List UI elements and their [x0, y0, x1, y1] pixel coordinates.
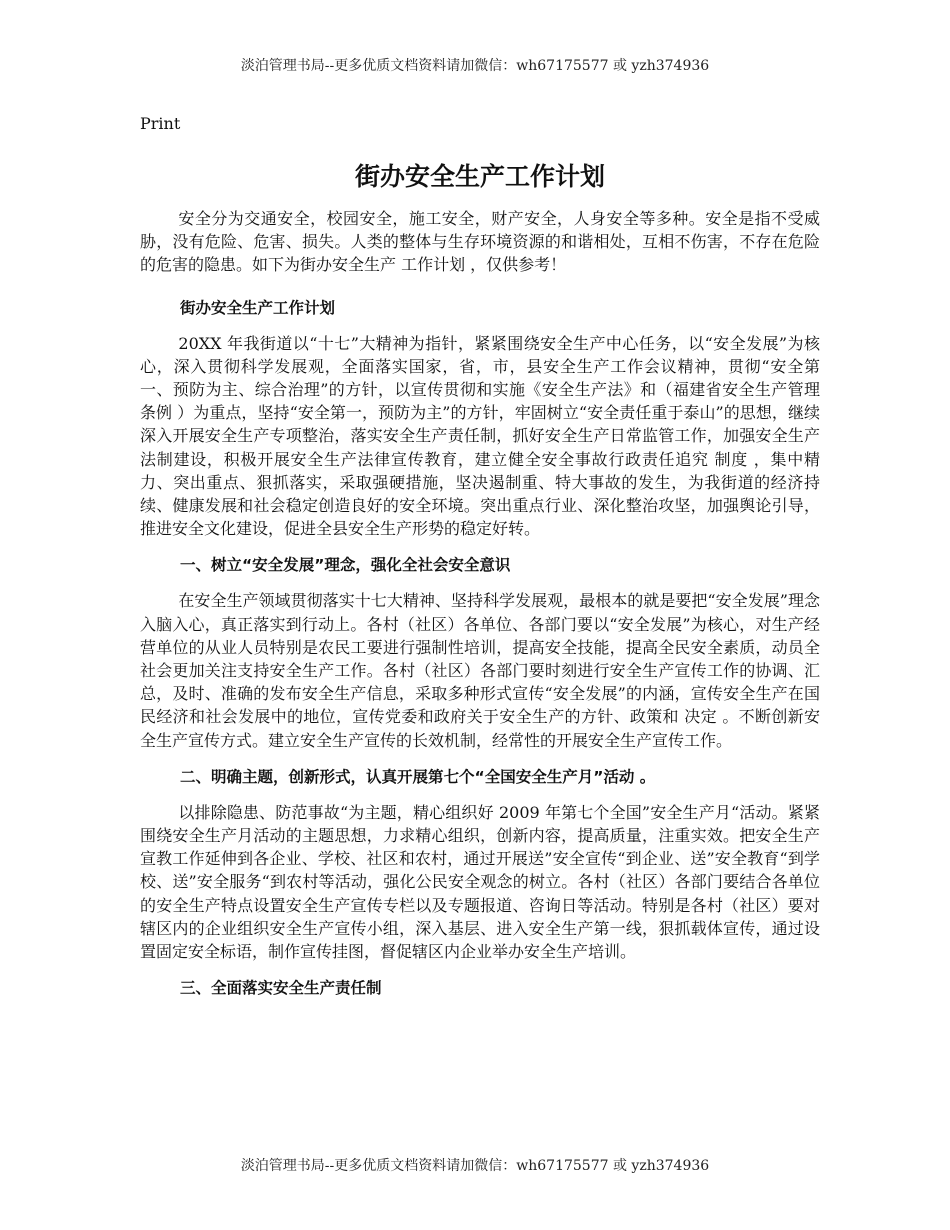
page-header-text: 淡泊管理书局--更多优质文档资料请加微信：wh67175577 或 yzh374936: [240, 58, 710, 74]
document-body: [140, 113, 820, 999]
section-2-heading: 二、明确主题，创新形式，认真开展第七个“全国安全生产月”活动 。: [180, 767, 656, 786]
document-title: 街办安全生产工作计划: [354, 162, 605, 191]
intro-paragraph: 安全分为交通安全，校园安全，施工安全，财产安全，人身安全等多种。安全是指不受威胁，没有危险、危害、损失。人类的整体与生存环境资源的和谐相处，互相不伤害，不存在危险的危害的隐患。如下为街办安全生产 工作计划 ，仅供参考！: [140, 209, 820, 275]
page-footer-text: 淡泊管理书局--更多优质文档资料请加微信：wh67175577 或 yzh374936: [240, 1158, 710, 1174]
plan-paragraph: 20XX 年我街道以“十七”大精神为指针，紧紧围绕安全生产中心任务，以“安全发展”为核心，深入贯彻科学发展观，全面落实国家，省，市，县安全生产工作会议精神，贯彻“安全第一、预防为主、综合治理”的方针，以宣传贯彻和实施《安全生产法》和（福建省安全生产管理 条例 ）为重点，坚持“安全第一，预防为主”的方针，牢固树立“安全责任重于泰山”的思想，继续深入开展安全生产专项整治，落实安全生产责任制，抓好安全生产日常监管工作，加强安全生产法制建设，积极开展安全生产法律宣传教育，建立健全安全事故行政责任追究 制度 ，集中精力、突出重点、狠抓落实，采取强硬措施，坚决遏制重、特大事故的发生，为我街道的经济持续、健康发展和社会稳定创造良好的安全环境。突出重点行业、深化整治攻坚，加强舆论引导，推进安全文化建设，促进全县安全生产形势的稳定好转。: [140, 333, 820, 539]
section-1-paragraph: 在安全生产领域贯彻落实十七大精神、坚持科学发展观，最根本的就是要把“安全发展”理念入脑入心，真正落实到行动上。各村（社区）各单位、各部门要以“安全发展”为核心，对生产经营单位的从业人员特别是农民工要进行强制性培训，提高安全技能，提高全民安全素质，动员全社会更加关注支持安全生产工作。各村（社区）各部门要时刻进行安全生产宣传工作的协调、汇总，及时、准确的发布安全生产信息，采取多种形式宣传“安全发展”的内涵，宣传安全生产在国民经济和社会发展中的地位，宣传党委和政府关于安全生产的方针、政策和 决定 。不断创新安全生产宣传方式。建立安全生产宣传的长效机制，经常性的开展安全生产宣传工作。: [140, 591, 820, 750]
section-2-paragraph: 以排除隐患、防范事故“为主题，精心组织好 2009 年第七个全国”安全生产月“活动。紧紧围绕安全生产月活动的主题思想，力求精心组织，创新内容，提高质量，注重实效。把安全生产宣教工作延伸到各企业、学校、社区和农村，通过开展送”安全宣传“到企业、送”安全教育“到学校、送”安全服务“到农村等活动，强化公民安全观念的树立。各村（社区）各部门要结合各单位的安全生产特点设置安全生产宣传专栏以及专题报道、咨询日等活动。特别是各村（社区）要对辖区内的企业组织安全生产宣传小组，深入基层、进入安全生产第一线，狠抓载体宣传，通过设置固定安全标语，制作宣传挂图，督促辖区内企业举办安全生产培训。: [140, 802, 820, 962]
section-3-heading: 三、全面落实安全生产责任制: [180, 979, 382, 998]
print-label: Print: [140, 114, 181, 133]
section-1-heading: 一、树立“安全发展”理念，强化全社会安全意识: [180, 556, 511, 575]
plan-heading: 街办安全生产工作计划: [180, 298, 336, 317]
